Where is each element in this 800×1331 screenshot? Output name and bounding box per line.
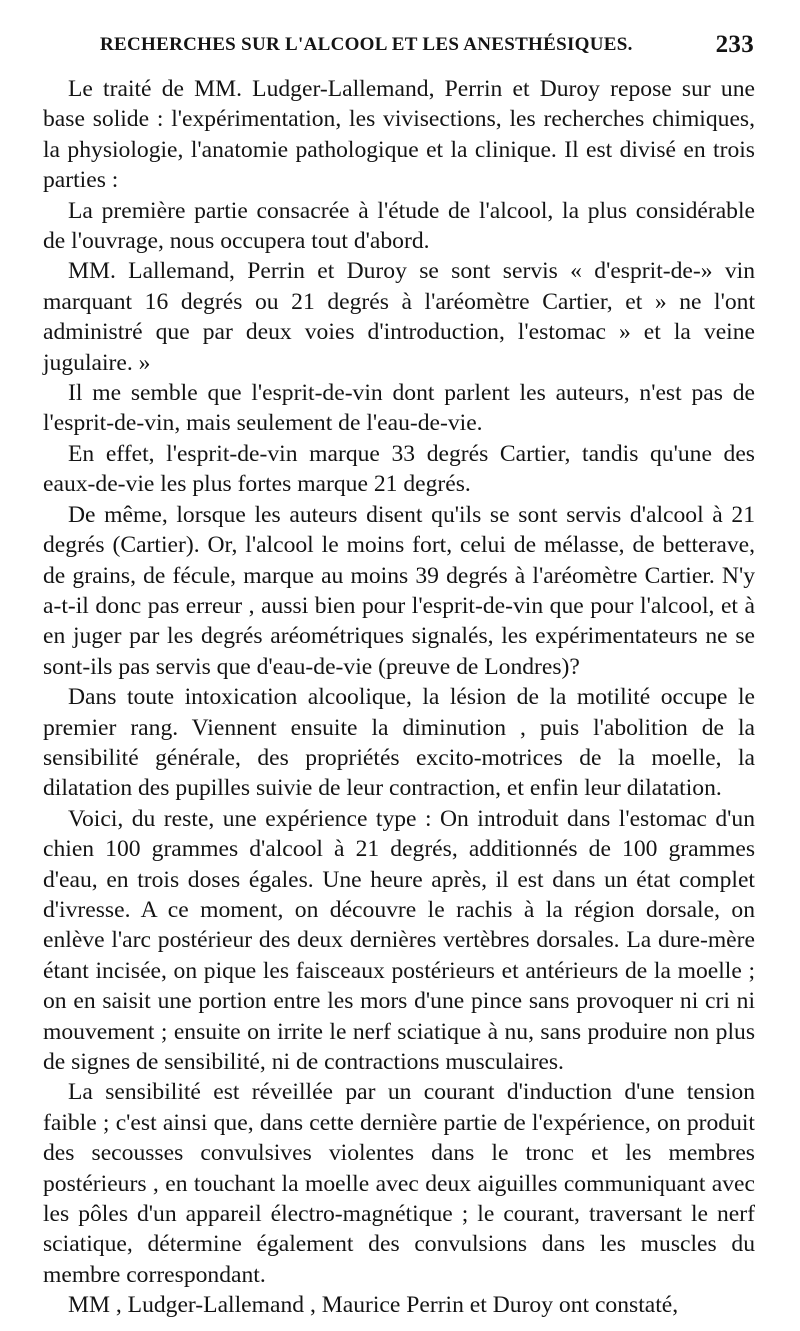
paragraph: Le traité de MM. Ludger-Lallemand, Perrin et Duroy repose sur une base solide : l'expérimentation, les vivisections, les recherches chimiques, la physiologie, l'anatomie pathologique et la clinique. Il est divisé en trois parties : [43, 76, 755, 194]
paragraph: Il me semble que l'esprit-de-vin dont parlent les auteurs, n'est pas de l'esprit-de-vin, mais seulement de l'eau-de-vie. [43, 380, 755, 437]
paragraph: Dans toute intoxication alcoolique, la lésion de la motilité occupe le premier rang. Viennent ensuite la diminution , puis l'abolition de la sensibilité générale, des propriétés excito-motrices de la moelle, la dilatation des pupilles suivie de leur contraction, et enfin leur dilatation. [43, 684, 755, 802]
paragraph: MM. Lallemand, Perrin et Duroy se sont servis « d'esprit-de-» vin marquant 16 degrés ou 21 degrés à l'aréomètre Cartier, et » ne l'ont administré que par deux voies d'introduction, l'estomac » et la veine jugulaire. » [43, 258, 755, 376]
paragraph: La première partie consacrée à l'étude de l'alcool, la plus considérable de l'ouvrage, nous occupera tout d'abord. [43, 197, 755, 255]
running-title: RECHERCHES SUR L'ALCOOL ET LES ANESTHÉSIQUES. [100, 34, 633, 55]
paragraph: La sensibilité est réveillée par un courant d'induction d'une tension faible ; c'est ainsi que, dans cette dernière partie de l'expérience, on produit des secousses convulsives violentes dans le tronc et les membres postérieurs , en touchant la moelle avec deux aiguilles communiquant avec les pôles d'un appareil électro-magnétique ; le courant, traversant le nerf sciatique, détermine également des convulsions dans les muscles du membre correspondant. [43, 1079, 755, 1288]
page-body [43, 74, 755, 1321]
paragraph: Voici, du reste, une expérience type : On introduit dans l'estomac d'un chien 100 grammes d'alcool à 21 degrés, additionnés de 100 grammes d'eau, en trois doses égales. Une heure après, il est dans un état complet d'ivresse. A ce moment, on découvre le rachis à la région dorsale, on enlève l'arc postérieur des deux dernières vertèbres dorsales. La dure-mère étant incisée, on pique les faisceaux postérieurs et antérieurs de la moelle ; on en saisit une portion entre les mors d'une pince sans provoquer ni cri ni mouvement ; ensuite on irrite le nerf sciatique à nu, sans produire non plus de signes de sensibilité, ni de contractions musculaires. [43, 805, 755, 1075]
page-header [100, 31, 760, 58]
page-number: 233 [715, 31, 754, 58]
paragraph: De même, lorsque les auteurs disent qu'ils se sont servis d'alcool à 21 degrés (Cartier). Or, l'alcool le moins fort, celui de mélasse, de betterave, de grains, de fécule, marque au moins 39 degrés à l'aréomètre Cartier. N'y a-t-il donc pas erreur , aussi bien pour l'esprit-de-vin que pour l'alcool, et à en juger par les degrés aréométriques signalés, les expérimentateurs ne se sont-ils pas servis que d'eau-de-vie (preuve de Londres)? [43, 501, 755, 680]
paragraph: MM , Ludger-Lallemand , Maurice Perrin et Duroy ont constaté, [68, 1292, 679, 1319]
paragraph: En effet, l'esprit-de-vin marque 33 degrés Cartier, tandis qu'une des eaux-de-vie les plus fortes marque 21 degrés. [43, 440, 755, 498]
